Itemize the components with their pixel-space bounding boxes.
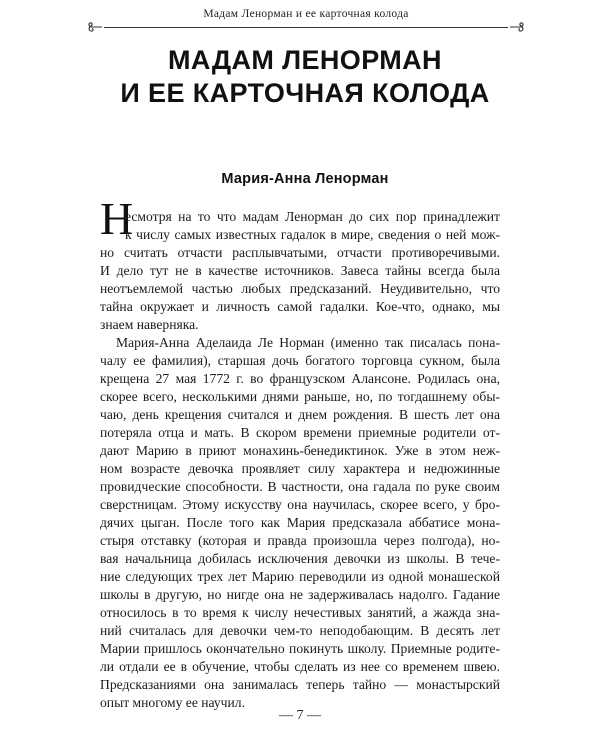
paragraph-line: ли отдали ее в обучение, чтобы сделать из нее со временем швею. bbox=[100, 659, 500, 674]
paragraph-line: школы в другую, но нигде она не задерживалась надолго. Гадание bbox=[100, 587, 500, 602]
paragraph-line: чалу ее фамилия), старшая дочь богатого торговца сукном, была bbox=[100, 353, 500, 368]
paragraph-line: Предсказаниями она занималась теперь тайно — монастырский bbox=[100, 677, 500, 692]
paragraph-line: И дело тут не в качестве источников. Завеса тайны всегда была bbox=[100, 263, 500, 278]
running-title: Мадам Ленорман и ее карточная колода bbox=[203, 8, 409, 20]
header-rule bbox=[104, 27, 508, 28]
paragraph-line: к числу самых известных гадалок в мире, сведения о ней мож- bbox=[125, 227, 500, 242]
chapter-title-line-1: МАДАМ ЛЕНОРМАН bbox=[168, 45, 442, 75]
paragraph-line: чаю, день крещения считался и днем рождения. В шесть лет она bbox=[100, 407, 500, 422]
paragraph-line: потеряла отца и мать. В скором времени приемные родители от- bbox=[100, 425, 500, 440]
paragraph-line: ном возрасте девочка проявляет силу характера и недюжинные bbox=[100, 461, 500, 476]
page-number: — 7 — bbox=[279, 708, 321, 723]
paragraph-line: тайна окружает и личность самой гадалки. Кое-что, однако, мы bbox=[100, 299, 500, 314]
flourish-right-icon bbox=[508, 18, 526, 36]
paragraph-line: опыт многому ее научил. bbox=[100, 695, 245, 710]
paragraph-line: дают Марию в приют монахинь-бенедиктинок. Уже в этом неж- bbox=[100, 443, 500, 458]
paragraph-line: стыря отставку (которая и правда произошла через полгода), но- bbox=[100, 533, 500, 548]
paragraph-line: ние следующих трех лет Марию переводили из одной монашеской bbox=[100, 569, 500, 584]
paragraph-line: Мария-Анна Аделаида Ле Норман (именно так писалась пона- bbox=[116, 335, 500, 350]
chapter-title bbox=[90, 44, 520, 110]
paragraph-line: относилось в то время к числу нечестивых занятий, а жажда зна- bbox=[100, 605, 500, 620]
paragraph-line: ний считалась для девочки чем-то неподобающим. В десять лет bbox=[100, 623, 500, 638]
paragraph-line: но считать отчасти расплывчатыми, отчасти противоречивыми. bbox=[100, 245, 500, 260]
paragraph-line: скорее всего, несколькими днями раньше, но, по тогдашнему обы- bbox=[100, 389, 500, 404]
paragraph-line: знаем наверняка. bbox=[100, 317, 199, 332]
paragraph-line: вая начальница добилась исключения девочки из школы. В тече- bbox=[100, 551, 500, 566]
paragraph-line: крещена 27 мая 1772 г. во французском Алансоне. Родилась она, bbox=[100, 371, 500, 386]
flourish-left-icon bbox=[86, 18, 104, 36]
running-header bbox=[88, 6, 524, 34]
paragraph-line: дячих цыган. После того как Мария предсказала аббатисе мона- bbox=[100, 515, 500, 530]
paragraph-line: Марии пришлось окончательно покинуть школу. Приемные родите- bbox=[100, 641, 500, 656]
paragraph-line: провидческие способности. В частности, она гадала по руке своим bbox=[100, 479, 500, 494]
paragraph-line: сверстницам. Этому искусству она научилась, скорее всего, у бро- bbox=[100, 497, 500, 512]
paragraph-line: неотъемлемой частью любых предсказаний. Неудивительно, что bbox=[100, 281, 500, 296]
section-heading: Мария-Анна Ленорман bbox=[221, 171, 389, 187]
drop-cap: Н bbox=[100, 193, 134, 244]
chapter-title-line-2: И ЕЕ КАРТОЧНАЯ КОЛОДА bbox=[120, 78, 490, 108]
paragraph-line: есмотря на то что мадам Ленорман до сих пор принадлежит bbox=[125, 209, 500, 224]
